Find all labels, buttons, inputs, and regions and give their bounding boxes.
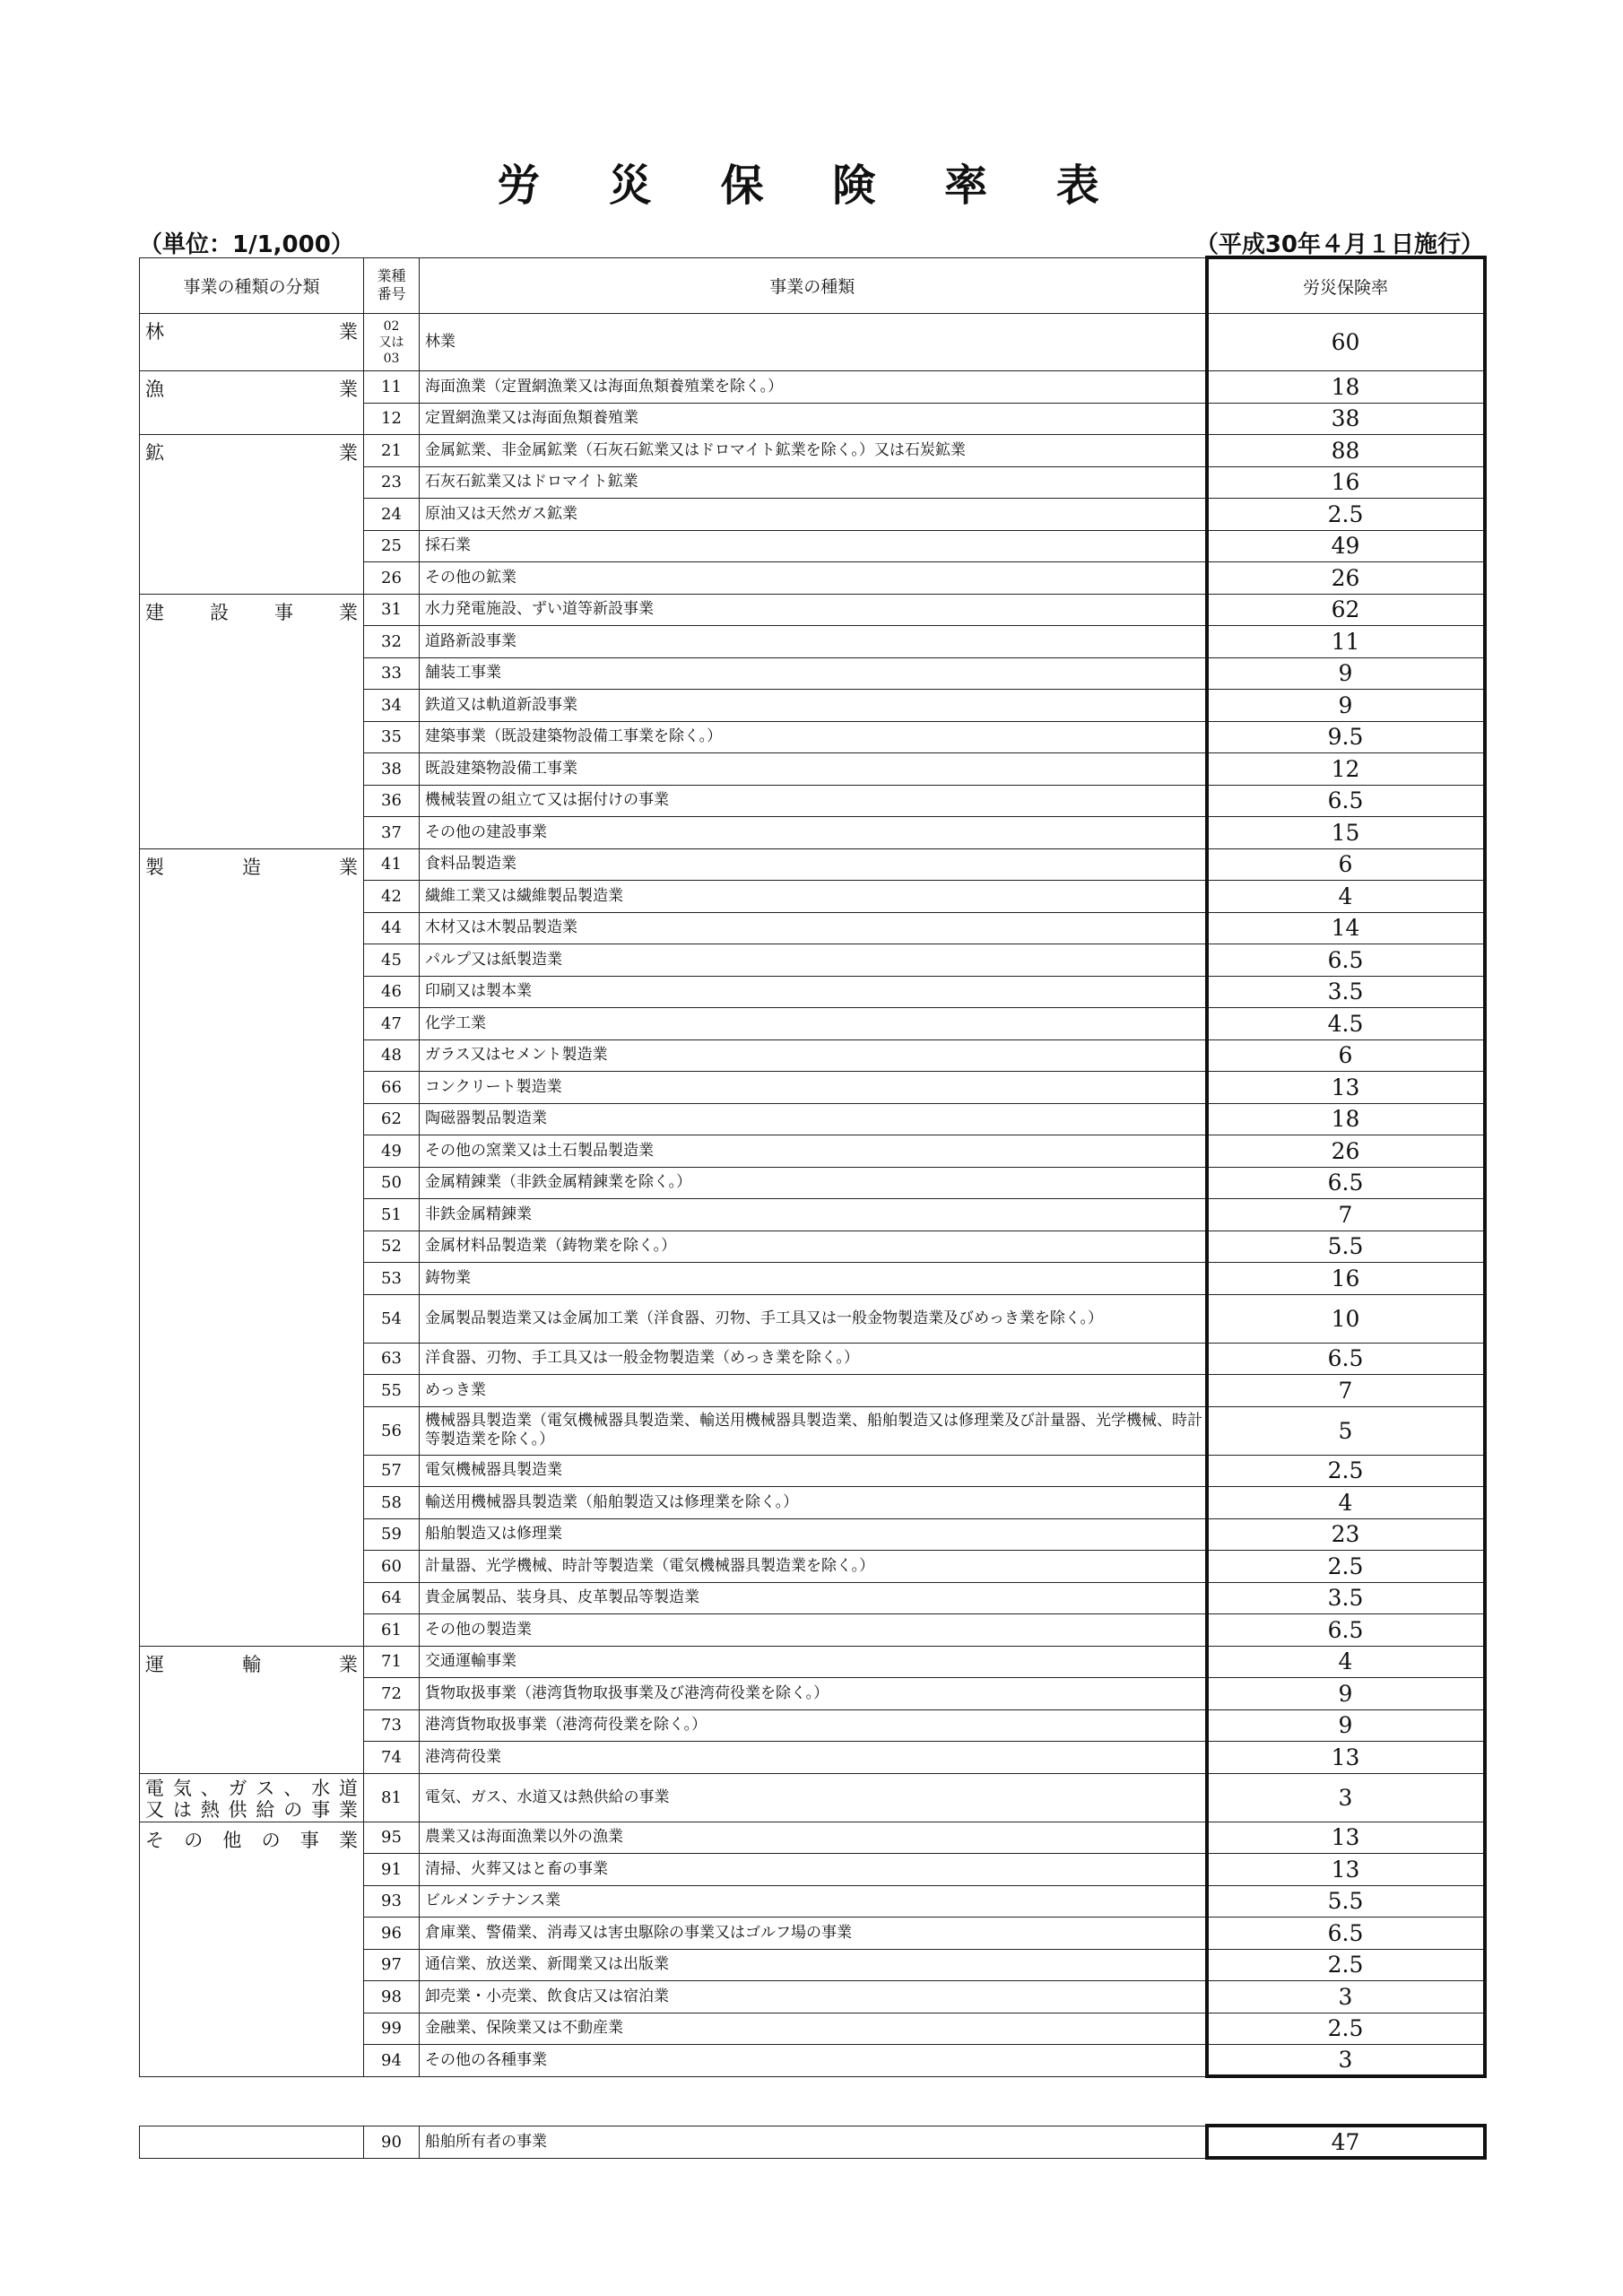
rate-cell: 49 <box>1207 530 1485 562</box>
category-char: 道 <box>338 1777 358 1799</box>
industry-name-cell: めっき業 <box>420 1375 1207 1407</box>
code-cell: 52 <box>364 1231 420 1263</box>
industry-name-cell: 道路新設事業 <box>420 626 1207 658</box>
industry-name-cell: 採石業 <box>420 530 1207 562</box>
code-cell: 93 <box>364 1885 420 1918</box>
ship-owner-category-cell <box>140 2126 364 2158</box>
rate-cell: 23 <box>1207 1518 1485 1551</box>
category-char: そ <box>145 1829 164 1851</box>
industry-name-cell: 金属材料品製造業（鋳物業を除く。） <box>420 1231 1207 1263</box>
code-cell: 81 <box>364 1773 420 1822</box>
rate-cell: 11 <box>1207 626 1485 658</box>
code-line: 又は <box>378 335 404 350</box>
code-cell: 49 <box>364 1135 420 1168</box>
code-cell: 54 <box>364 1294 420 1343</box>
table-row <box>140 594 1485 626</box>
industry-name-cell: 既設建築物設備工事業 <box>420 753 1207 786</box>
category-cell <box>140 1822 364 2076</box>
rate-cell: 38 <box>1207 403 1485 435</box>
industry-name-cell: 鉄道又は軌道新設事業 <box>420 690 1207 722</box>
rate-cell: 10 <box>1207 1294 1485 1343</box>
category-char: 給 <box>256 1798 275 1821</box>
industry-name-cell: 港湾荷役業 <box>420 1742 1207 1774</box>
category-char: 設 <box>210 601 229 623</box>
industry-name-cell: 貨物取扱事業（港湾貨物取扱事業及び港湾荷役業を除く。） <box>420 1678 1207 1710</box>
rate-cell: 12 <box>1207 753 1485 786</box>
industry-name-cell: 鋳物業 <box>420 1263 1207 1295</box>
industry-name-cell: 電気機械器具製造業 <box>420 1455 1207 1487</box>
industry-name-cell: 金属鉱業、非金属鉱業（石灰石鉱業又はドロマイト鉱業を除く。）又は石炭鉱業 <box>420 435 1207 467</box>
code-cell: 72 <box>364 1678 420 1710</box>
code-cell: 46 <box>364 976 420 1008</box>
category-char: 供 <box>228 1798 247 1821</box>
code-cell: 33 <box>364 657 420 690</box>
industry-name-cell: その他の窯業又は土石製品製造業 <box>420 1135 1207 1168</box>
category-char: 電 <box>145 1777 164 1799</box>
code-cell: 95 <box>364 1822 420 1854</box>
category-char: 気 <box>172 1777 192 1799</box>
category-char: 鉱 <box>145 442 164 464</box>
code-cell: 44 <box>364 912 420 944</box>
code-cell: 32 <box>364 626 420 658</box>
code-cell: 97 <box>364 1949 420 1981</box>
industry-name-cell: 農業又は海面漁業以外の漁業 <box>420 1822 1207 1854</box>
category-char: 漁 <box>145 378 164 400</box>
code-cell: 59 <box>364 1518 420 1551</box>
code-cell: 63 <box>364 1343 420 1375</box>
table-row <box>140 371 1485 404</box>
industry-name-cell: 化学工業 <box>420 1008 1207 1040</box>
code-cell: 42 <box>364 881 420 913</box>
code-cell: 41 <box>364 848 420 881</box>
category-char: 業 <box>339 442 358 464</box>
unit-label: （単位：1/1,000） <box>139 231 354 258</box>
header-rate: 労災保険率 <box>1207 257 1485 314</box>
rate-cell: 7 <box>1207 1199 1485 1231</box>
category-char: 又 <box>145 1798 164 1821</box>
rate-cell: 6.5 <box>1207 1167 1485 1199</box>
industry-name-cell: コンクリート製造業 <box>420 1072 1207 1104</box>
table-row <box>140 1822 1485 1854</box>
category-char: 建 <box>145 601 164 623</box>
rate-table-body <box>140 314 1485 2077</box>
industry-name-cell: ガラス又はセメント製造業 <box>420 1039 1207 1072</box>
rate-cell: 4 <box>1207 1646 1485 1678</box>
category-cell <box>140 848 364 1646</box>
rate-cell: 15 <box>1207 817 1485 849</box>
category-cell <box>140 1773 364 1822</box>
code-cell: 48 <box>364 1039 420 1072</box>
rate-cell: 7 <box>1207 1375 1485 1407</box>
code-cell: 61 <box>364 1614 420 1647</box>
category-char: 輸 <box>242 1653 261 1675</box>
industry-name-cell: 港湾貨物取扱事業（港湾荷役業を除く。） <box>420 1709 1207 1742</box>
industry-name-cell: 機械器具製造業（電気機械器具製造業、輸送用機械器具製造業、船舶製造又は修理業及び計量器、光学機械、時計等製造業を除く。） <box>420 1406 1207 1455</box>
industry-name-cell: 卸売業・小売業、飲食店又は宿泊業 <box>420 1981 1207 2013</box>
industry-name-cell: その他の各種事業 <box>420 2045 1207 2077</box>
code-cell: 58 <box>364 1487 420 1519</box>
category-char: ス <box>256 1777 275 1799</box>
code-cell: 55 <box>364 1375 420 1407</box>
code-cell: 51 <box>364 1199 420 1231</box>
rate-cell: 26 <box>1207 562 1485 595</box>
rate-cell: 16 <box>1207 1263 1485 1295</box>
category-cell <box>140 371 364 435</box>
rate-cell: 9 <box>1207 657 1485 690</box>
category-char: の <box>184 1829 204 1851</box>
ship-owner-rate: 47 <box>1207 2126 1485 2158</box>
category-char: 林 <box>145 321 164 343</box>
rate-cell: 2.5 <box>1207 2013 1485 2045</box>
rate-cell: 2.5 <box>1207 1551 1485 1583</box>
rate-cell: 26 <box>1207 1135 1485 1168</box>
category-char: 業 <box>339 321 358 343</box>
category-char: 、 <box>283 1777 303 1799</box>
category-cell <box>140 1646 364 1773</box>
industry-name-cell: その他の建設事業 <box>420 817 1207 849</box>
rate-cell: 16 <box>1207 466 1485 499</box>
category-char: 、 <box>200 1777 220 1799</box>
industry-name-cell: 非鉄金属精錬業 <box>420 1199 1207 1231</box>
rate-cell: 88 <box>1207 435 1485 467</box>
rate-cell: 3.5 <box>1207 1582 1485 1614</box>
rate-cell: 4 <box>1207 1487 1485 1519</box>
industry-name-cell: 陶磁器製品製造業 <box>420 1103 1207 1135</box>
industry-name-cell: 海面漁業（定置網漁業又は海面魚類養殖業を除く。） <box>420 371 1207 404</box>
industry-name-cell: 交通運輸事業 <box>420 1646 1207 1678</box>
industry-name-cell: 輸送用機械器具製造業（船舶製造又は修理業を除く。） <box>420 1487 1207 1519</box>
industry-name-cell: 繊維工業又は繊維製品製造業 <box>420 881 1207 913</box>
code-cell: 99 <box>364 2013 420 2045</box>
category-char: 業 <box>338 1798 358 1821</box>
industry-name-cell: 定置網漁業又は海面魚類養殖業 <box>420 403 1207 435</box>
industry-name-cell: 印刷又は製本業 <box>420 976 1207 1008</box>
category-char: 業 <box>339 378 358 400</box>
rate-cell: 13 <box>1207 1072 1485 1104</box>
industry-name-cell: 建築事業（既設建築物設備工事業を除く。） <box>420 721 1207 753</box>
category-char: 事 <box>311 1798 331 1821</box>
rate-cell: 13 <box>1207 1854 1485 1886</box>
rate-cell: 6.5 <box>1207 1918 1485 1950</box>
code-cell: 24 <box>364 499 420 531</box>
code-cell: 25 <box>364 530 420 562</box>
rate-cell: 6 <box>1207 848 1485 881</box>
code-cell: 11 <box>364 371 420 404</box>
industry-name-cell: 木材又は木製品製造業 <box>420 912 1207 944</box>
category-cell <box>140 435 364 595</box>
rate-cell: 6.5 <box>1207 785 1485 817</box>
category-char: 他 <box>222 1829 242 1851</box>
header-category: 事業の種類の分類 <box>140 257 364 314</box>
code-cell: 45 <box>364 944 420 977</box>
code-cell: 36 <box>364 785 420 817</box>
rate-cell: 3.5 <box>1207 976 1485 1008</box>
code-cell: 60 <box>364 1551 420 1583</box>
code-cell: 53 <box>364 1263 420 1295</box>
page-title: 労 災 保 険 率 表 <box>497 161 1126 211</box>
rate-cell: 9 <box>1207 1709 1485 1742</box>
code-cell: 73 <box>364 1709 420 1742</box>
table-row <box>140 1646 1485 1678</box>
code-cell <box>364 314 420 371</box>
industry-name-cell: その他の製造業 <box>420 1614 1207 1647</box>
industry-name-cell: 金属製品製造業又は金属加工業（洋食器、刃物、手工具又は一般金物製造業及びめっき業を除く。） <box>420 1294 1207 1343</box>
ship-owner-code: 90 <box>364 2126 420 2158</box>
category-cell <box>140 594 364 848</box>
code-cell: 96 <box>364 1918 420 1950</box>
code-cell: 38 <box>364 753 420 786</box>
category-char: 業 <box>339 1653 358 1675</box>
industry-name-cell: 林業 <box>420 314 1207 371</box>
industry-name-cell: 舗装工事業 <box>420 657 1207 690</box>
rate-cell: 6.5 <box>1207 944 1485 977</box>
rate-cell: 13 <box>1207 1742 1485 1774</box>
header-code-line1: 業種 <box>377 267 406 285</box>
rate-cell: 18 <box>1207 371 1485 404</box>
industry-name-cell: 電気、ガス、水道又は熱供給の事業 <box>420 1773 1207 1822</box>
code-cell: 50 <box>364 1167 420 1199</box>
category-char: 熱 <box>200 1798 220 1821</box>
rate-cell: 2.5 <box>1207 1949 1485 1981</box>
industry-name-cell: パルプ又は紙製造業 <box>420 944 1207 977</box>
rate-cell: 60 <box>1207 314 1485 371</box>
industry-name-cell: 食料品製造業 <box>420 848 1207 881</box>
code-line: 02 <box>383 318 400 334</box>
industry-name-cell: その他の鉱業 <box>420 562 1207 595</box>
category-char: 水 <box>311 1777 331 1799</box>
header-code-line2: 番号 <box>377 285 406 303</box>
industry-name-cell: 原油又は天然ガス鉱業 <box>420 499 1207 531</box>
rate-cell: 3 <box>1207 1773 1485 1822</box>
rate-cell: 18 <box>1207 1103 1485 1135</box>
code-cell: 98 <box>364 1981 420 2013</box>
code-cell: 37 <box>364 817 420 849</box>
code-cell: 26 <box>364 562 420 595</box>
industry-name-cell: 貴金属製品、装身具、皮革製品等製造業 <box>420 1582 1207 1614</box>
code-cell: 94 <box>364 2045 420 2077</box>
industry-name-cell: 倉庫業、警備業、消毒又は害虫駆除の事業又はゴルフ場の事業 <box>420 1918 1207 1950</box>
code-cell: 47 <box>364 1008 420 1040</box>
code-line: 03 <box>383 351 400 366</box>
industry-name-cell: 金融業、保険業又は不動産業 <box>420 2013 1207 2045</box>
industry-name-cell: 石灰石鉱業又はドロマイト鉱業 <box>420 466 1207 499</box>
effective-date-label: （平成30年４月１日施行） <box>1194 231 1484 258</box>
category-char: 製 <box>145 856 164 878</box>
rate-cell: 3 <box>1207 2045 1485 2077</box>
code-cell: 91 <box>364 1854 420 1886</box>
code-cell: 74 <box>364 1742 420 1774</box>
ship-owner-table <box>139 2124 1487 2160</box>
category-char: の <box>261 1829 281 1851</box>
code-cell: 66 <box>364 1072 420 1104</box>
category-char: 運 <box>145 1653 164 1675</box>
code-cell: 62 <box>364 1103 420 1135</box>
rate-cell: 9 <box>1207 1678 1485 1710</box>
rate-cell: 13 <box>1207 1822 1485 1854</box>
code-cell: 57 <box>364 1455 420 1487</box>
industry-name-cell: 洋食器、刃物、手工具又は一般金物製造業（めっき業を除く。） <box>420 1343 1207 1375</box>
header-code <box>364 257 420 314</box>
rate-table <box>139 256 1487 2078</box>
header-name: 事業の種類 <box>420 257 1207 314</box>
rate-cell: 6.5 <box>1207 1343 1485 1375</box>
rate-cell: 6 <box>1207 1039 1485 1072</box>
table-row <box>140 1773 1485 1822</box>
industry-name-cell: ビルメンテナンス業 <box>420 1885 1207 1918</box>
code-cell: 21 <box>364 435 420 467</box>
industry-name-cell: 船舶製造又は修理業 <box>420 1518 1207 1551</box>
code-cell: 23 <box>364 466 420 499</box>
code-cell: 35 <box>364 721 420 753</box>
rate-cell: 9.5 <box>1207 721 1485 753</box>
industry-name-cell: 水力発電施設、ずい道等新設事業 <box>420 594 1207 626</box>
table-row <box>140 2126 1485 2158</box>
table-header-row <box>140 257 1485 314</box>
rate-cell: 9 <box>1207 690 1485 722</box>
rate-cell: 62 <box>1207 594 1485 626</box>
industry-name-cell: 金属精錬業（非鉄金属精錬業を除く。） <box>420 1167 1207 1199</box>
category-char: 業 <box>339 601 358 623</box>
code-cell: 56 <box>364 1406 420 1455</box>
category-char: ガ <box>228 1777 247 1799</box>
rate-cell: 6.5 <box>1207 1614 1485 1647</box>
industry-name-cell: 通信業、放送業、新聞業又は出版業 <box>420 1949 1207 1981</box>
table-row <box>140 848 1485 881</box>
rate-cell: 3 <box>1207 1981 1485 2013</box>
rate-cell: 5.5 <box>1207 1885 1485 1918</box>
category-char: 業 <box>338 1829 358 1851</box>
category-char: 業 <box>339 856 358 878</box>
table-row <box>140 435 1485 467</box>
category-cell <box>140 314 364 371</box>
table-row <box>140 314 1485 371</box>
category-char: の <box>283 1798 303 1821</box>
industry-name-cell: 清掃、火葬又はと畜の事業 <box>420 1854 1207 1886</box>
rate-cell: 2.5 <box>1207 499 1485 531</box>
rate-cell: 4.5 <box>1207 1008 1485 1040</box>
ship-owner-name: 船舶所有者の事業 <box>420 2126 1207 2158</box>
code-cell: 34 <box>364 690 420 722</box>
rate-cell: 14 <box>1207 912 1485 944</box>
code-cell: 71 <box>364 1646 420 1678</box>
rate-cell: 5 <box>1207 1406 1485 1455</box>
category-char: 造 <box>242 856 261 878</box>
category-char: 事 <box>274 601 293 623</box>
rate-cell: 5.5 <box>1207 1231 1485 1263</box>
code-cell: 12 <box>364 403 420 435</box>
code-cell: 31 <box>364 594 420 626</box>
industry-name-cell: 機械装置の組立て又は据付けの事業 <box>420 785 1207 817</box>
industry-name-cell: 計量器、光学機械、時計等製造業（電気機械器具製造業を除く。） <box>420 1551 1207 1583</box>
rate-cell: 2.5 <box>1207 1455 1485 1487</box>
category-char: は <box>172 1798 192 1821</box>
code-cell: 64 <box>364 1582 420 1614</box>
rate-cell: 4 <box>1207 881 1485 913</box>
category-char: 事 <box>299 1829 319 1851</box>
